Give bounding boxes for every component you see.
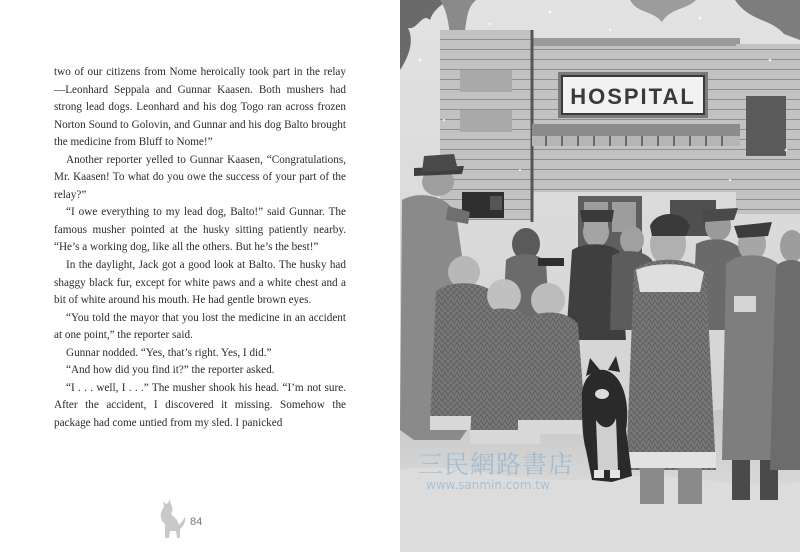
paragraph: Another reporter yelled to Gunnar Kaasen, “Congratulations, Mr. Kaasen! To what do you owe the success of your part of the relay?” (54, 153, 346, 201)
townspeople-right (722, 222, 800, 500)
watermark-url: www.sanmin.com.tw (426, 478, 550, 492)
page-number: 84 (190, 516, 203, 528)
paragraph: “And how did you find it?” the reporter asked. (66, 364, 275, 377)
paragraph: “I . . . well, I . . .” The musher shook his head. “I’m not sure. After the accident, I discovered it missing. Somehow the package had come untied from my sled. I panicked (54, 381, 346, 429)
paragraph: two of our citizens from Nome heroically took part in the relay—Leonhard Seppala and Gunnar Kaasen. Both mushers had strong lead dogs. Leonhard and his dog Togo ran across frozen Norton Sound to Golovin, and Gunnar and his dog Balto brought the medicine from Bluff to Nome!” (54, 66, 346, 149)
husky-silhouette-icon (154, 498, 188, 540)
paragraph: “You told the mayor that you lost the medicine in an accident at one point,” the reporter said. (54, 311, 346, 342)
paragraph: Gunnar nodded. “Yes, that’s right. Yes, I did.” (66, 346, 272, 359)
watermark-text: 三民網路書店 (418, 450, 575, 479)
paragraph: In the daylight, Jack got a good look at Balto. The husky had shaggy black fur, except for white paws and a white chest and a bit of white around his mouth. He had gentle brown eyes. (54, 259, 346, 307)
folio (154, 498, 234, 542)
hospital-sign: HOSPITAL (570, 84, 696, 109)
paragraph: “I owe everything to my lead dog, Balto!” said Gunnar. The famous musher pointed at the husky sitting patiently nearby. “He’s a working dog, like all the others. But he’s the best!” (54, 206, 346, 254)
body-text (54, 64, 346, 432)
